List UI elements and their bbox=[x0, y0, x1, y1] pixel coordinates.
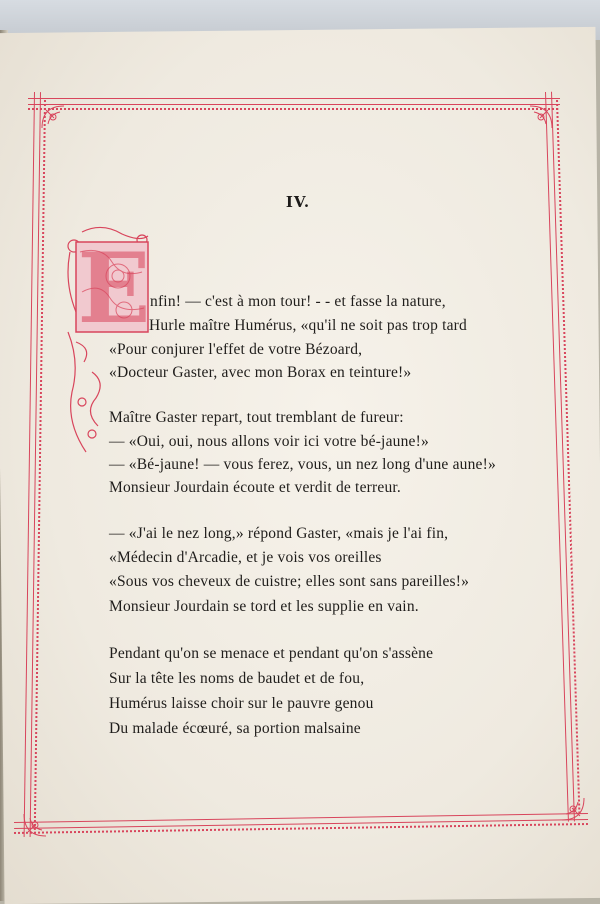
poem-line: — «Oui, oui, nous allons voir ici votre bé-jaune!» bbox=[109, 433, 429, 450]
poem-line: — «Bé-jaune! — vous ferez, vous, un nez long d'une aune!» bbox=[109, 456, 496, 473]
poem-line: «Pour conjurer l'effet de votre Bézoard, bbox=[109, 341, 363, 358]
poem-line: Du malade écœuré, sa portion malsaine bbox=[109, 720, 361, 737]
poem-line: Monsieur Jourdain se tord et les supplie en vain. bbox=[109, 598, 419, 615]
poem-line: Hurle maître Humérus, «qu'il ne soit pas trop tard bbox=[149, 317, 467, 334]
poem-line: «Docteur Gaster, avec mon Borax en teinture!» bbox=[109, 364, 412, 381]
poem-line: Sur la tête les noms de baudet et de fou, bbox=[109, 670, 365, 687]
poem-line: nfin! — c'est à mon tour! - - et fasse la nature, bbox=[150, 293, 446, 310]
poem-line: Maître Gaster repart, tout tremblant de fureur: bbox=[109, 409, 404, 426]
initial-letter: E bbox=[77, 232, 151, 345]
poem-line: «Sous vos cheveux de cuistre; elles sont sans pareilles!» bbox=[109, 573, 470, 590]
poem-line: Monsieur Jourdain écoute et verdit de terreur. bbox=[109, 479, 401, 496]
poem-line: Humérus laisse choir sur le pauvre genou bbox=[109, 695, 374, 712]
chapter-heading: IV. bbox=[285, 193, 311, 211]
poem-line: — «J'ai le nez long,» répond Gaster, «mais je l'ai fin, bbox=[109, 525, 449, 542]
poem-line: Pendant qu'on se menace et pendant qu'on s'assène bbox=[109, 645, 434, 662]
poem-line: «Médecin d'Arcadie, et je vois vos oreilles bbox=[109, 549, 382, 566]
